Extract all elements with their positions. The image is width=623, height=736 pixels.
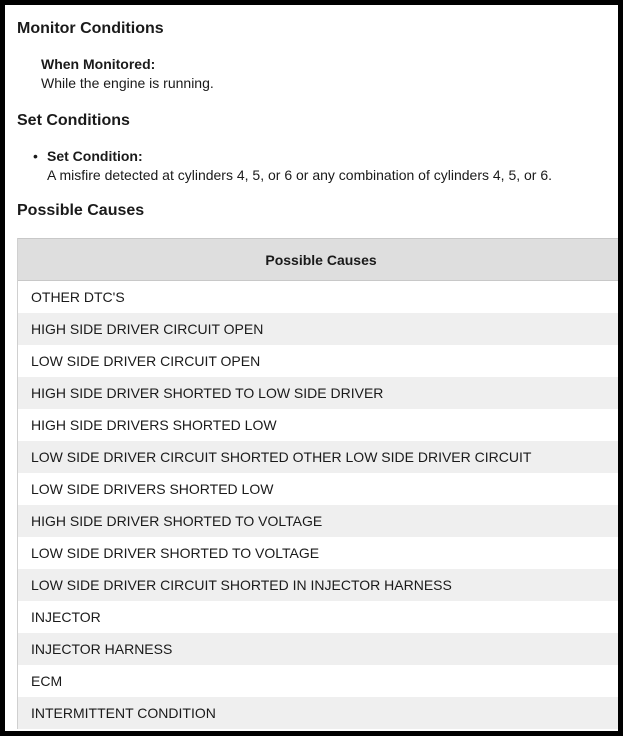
table-row <box>18 633 623 665</box>
set-condition-text <box>33 147 623 185</box>
possible-causes-heading: Possible Causes <box>17 202 145 219</box>
possible-causes-table-body <box>18 281 623 730</box>
table-row <box>18 409 623 441</box>
table-row <box>18 697 623 729</box>
table-row <box>18 505 623 537</box>
table-row <box>18 441 623 473</box>
table-row <box>18 281 623 314</box>
bullet-icon: • <box>33 148 38 164</box>
set-condition-value: A misfire detected at cylinders 4, 5, or 6 or any combination of cylinders 4, 5, or 6. <box>47 167 553 183</box>
table-cell: HIGH SIDE DRIVER SHORTED TO VOLTAGE <box>18 505 623 537</box>
table-cell: LOW SIDE DRIVER CIRCUIT SHORTED OTHER LOW SIDE DRIVER CIRCUIT <box>18 441 623 473</box>
table-cell: INJECTOR HARNESS <box>18 633 623 665</box>
possible-causes-table-wrapper <box>17 238 623 729</box>
when-monitored-block <box>17 55 623 93</box>
table-row <box>18 665 623 697</box>
possible-causes-table <box>18 238 623 729</box>
table-row <box>18 601 623 633</box>
table-row <box>18 313 623 345</box>
set-condition-label: Set Condition: <box>47 148 143 164</box>
table-header-row <box>18 239 623 281</box>
table-cell: INJECTOR <box>18 601 623 633</box>
table-row <box>18 377 623 409</box>
table-header-cell: Possible Causes <box>18 239 623 281</box>
table-row <box>18 569 623 601</box>
table-row <box>18 345 623 377</box>
table-cell: LOW SIDE DRIVER CIRCUIT SHORTED IN INJECTOR HARNESS <box>18 569 623 601</box>
set-condition-item <box>17 147 623 185</box>
document-content <box>17 15 623 729</box>
table-cell: INTERMITTENT CONDITION <box>18 697 623 729</box>
table-cell: OTHER DTC'S <box>18 281 623 314</box>
table-cell: HIGH SIDE DRIVER CIRCUIT OPEN <box>18 313 623 345</box>
when-monitored-label: When Monitored: <box>41 56 156 72</box>
table-cell: HIGH SIDE DRIVER SHORTED TO LOW SIDE DRIVER <box>18 377 623 409</box>
when-monitored-value: While the engine is running. <box>41 75 214 91</box>
table-cell: HIGH SIDE DRIVERS SHORTED LOW <box>18 409 623 441</box>
monitor-conditions-heading: Monitor Conditions <box>17 20 164 37</box>
table-row <box>18 537 623 569</box>
set-conditions-heading: Set Conditions <box>17 112 130 129</box>
table-cell: LOW SIDE DRIVERS SHORTED LOW <box>18 473 623 505</box>
table-cell: LOW SIDE DRIVER SHORTED TO VOLTAGE <box>18 537 623 569</box>
table-cell: ECM <box>18 665 623 697</box>
table-cell: LOW SIDE DRIVER CIRCUIT OPEN <box>18 345 623 377</box>
table-row <box>18 473 623 505</box>
